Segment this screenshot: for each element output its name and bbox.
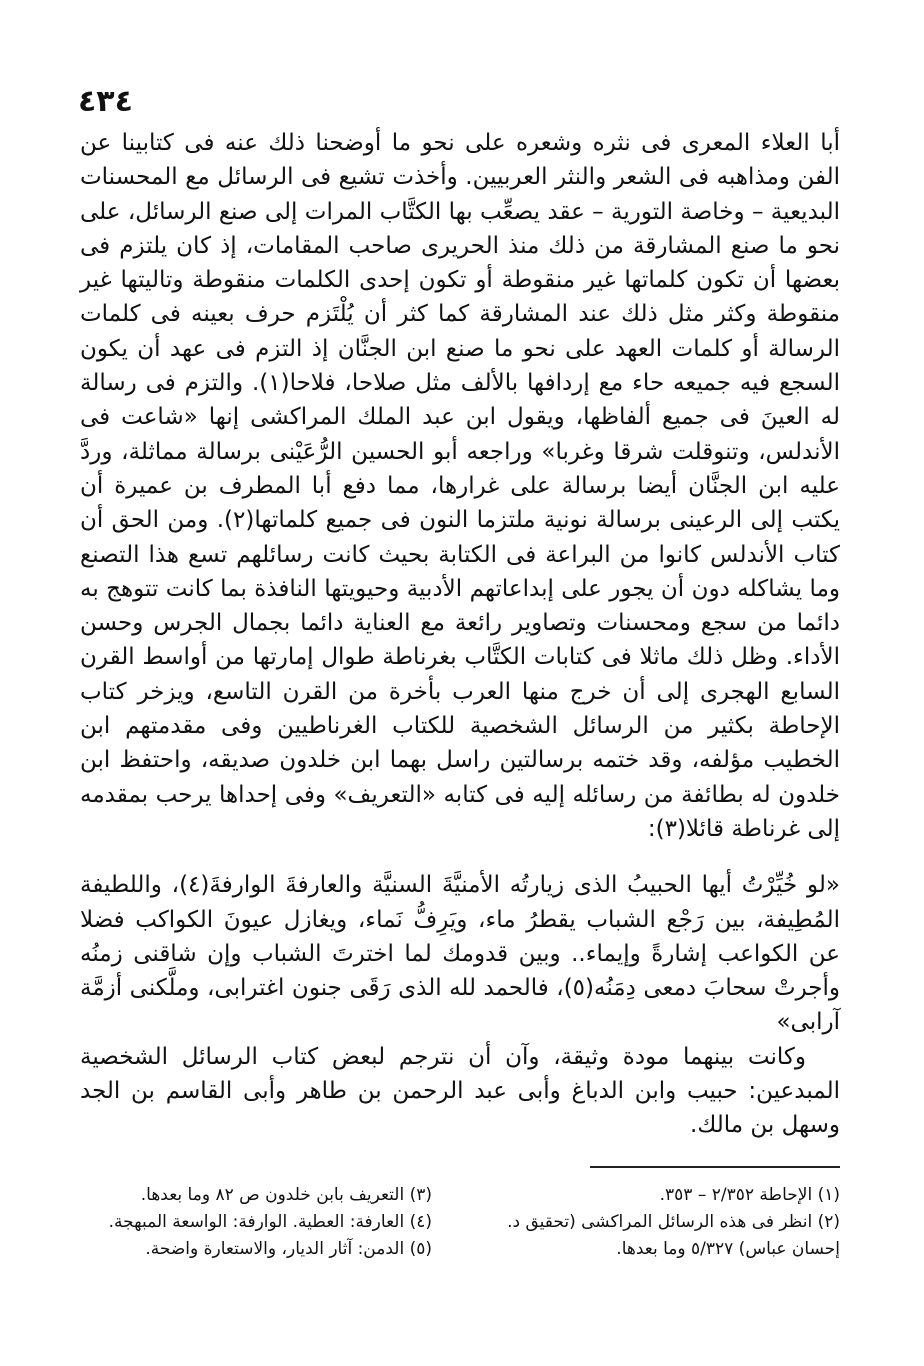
footnote-4: (٤) العارفة: العطية. الوارفة: الواسعة المبهجة.: [108, 1212, 432, 1232]
footnote-5: (٥) الدمن: آثار الديار، والاستعارة واضحة.: [145, 1239, 432, 1259]
footnotes-right-column: [488, 1182, 840, 1263]
footnote-divider: [590, 1166, 840, 1168]
quotation-paragraph: «لو خُيِّرْتُ أيها الحبيبُ الذى زيارتُه الأمنيَّةَ السنيَّة والعارفةَ الوارفةَ(٤)، واللطيفة المُطِيفة، بين رَجْع الشباب يقطرُ ماء، ويَرِفُّ نَماء، ويغازل عيونَ الكواكب فضلا عن الكواعب إشارةً وإيماء.. وبين قدومك لما اخترتَ الشباب وإن شاقنى زمنُه وأجرتْ سحابَ دمعى دِمَنُه(٥)، فالحمد لله الذى رَقَى جنون اغترابى، وملَّكنى أزمَّة آرابى»: [80, 872, 840, 1036]
footnote-3: (٣) التعريف بابن خلدون ص ٨٢ وما بعدها.: [140, 1185, 432, 1205]
closing-paragraph: وكانت بينهما مودة وثيقة، وآن أن نترجم لبعض كتاب الرسائل الشخصية المبدعين: حبيب وابن الدباغ وأبى عبد الرحمن بن طاهر وأبى القاسم بن الجد وسهل بن مالك.: [80, 1043, 840, 1139]
main-paragraph: أبا العلاء المعرى فى نثره وشعره على نحو ما أوضحنا ذلك عنه فى كتابينا عن الفن ومذاهبه فى الشعر والنثر العربيين. وأخذت تشيع فى الرسائل مع المحسنات البديعية – وخاصة التورية – عقد يصعِّب بها الكتَّاب المرات إلى صنع الرسائل، على نحو ما صنع المشارقة من ذلك منذ الحريرى صاحب المقامات، إذ كان يلتزم فى بعضها أن تكون كلماتها غير منقوطة أو تكون إحدى الكلمات منقوطة وتاليتها غير منقوطة وكثر مثل ذلك عند المشارقة كما كثر أن يُلْتَزم حرف بعينه فى كلمات الرسالة أو كلمات العهد على نحو ما صنع ابن الجنَّان إذ التزم فى عهد أن يكون السجع فيه جميعه حاء مع إردافها بالألف مثل صلاحا، فلاحا(١). والتزم فى رسالة له العينَ فى جميع ألفاظها، ويقول ابن عبد الملك المراكشى إنها «شاعت فى الأندلس، وتنوقلت شرقا وغربا» وراجعه أبو الحسين الرُّعَيْنى برسالة مماثلة، وردَّ عليه ابن الجنَّان أيضا برسالة على غرارها، مما دفع أبا المطرف بن عميرة أن يكتب إلى الرعينى برسالة نونية ملتزما النون فى جميع كلماتها(٢). ومن الحق أن كتاب الأندلس كانوا من البراعة فى الكتابة بحيث كانت رسائلهم تسع هذا التصنع وما يشاكله دون أن يجور على إبداعاتهم الأدبية وحيويتها النافذة بما كانت تتوهج به دائما من سجع ومحسنات وتصاوير رائعة مع العناية دائما بجمال الجرس وحسن الأداء. وظل ذلك ماثلا فى كتابات الكتَّاب بغرناطة طوال إمارتها من أواسط القرن السابع الهجرى إلى أن خرج منها العرب بأخرة من القرن التاسع، ويزخر كتاب الإحاطة بكثير من الرسائل الشخصية للكتاب الغرناطيين وفى مقدمتهم ابن الخطيب مؤلفه، وقد ختمه برسالتين راسل بهما ابن خلدون صديقه، واحتفظ ابن خلدون له بطائفة من رسائله إليه فى كتابه «التعريف» وفى إحداها يرحب بمقدمه إلى غرناطة قائلا(٣):: [80, 130, 840, 842]
body-text: [80, 126, 840, 1143]
footnotes: [80, 1182, 840, 1263]
footnote-2-continued: إحسان عباس) ٥/٣٢٧ وما بعدها.: [616, 1239, 840, 1259]
footnotes-left-column: [80, 1182, 432, 1263]
footnote-2: (٢) انظر فى هذه الرسائل المراكشى (تحقيق د.: [507, 1212, 840, 1232]
footnote-1: (١) الإحاطة ٢/٣٥٢ – ٣٥٣.: [659, 1185, 840, 1205]
page-number: ٤٣٤: [78, 84, 133, 119]
